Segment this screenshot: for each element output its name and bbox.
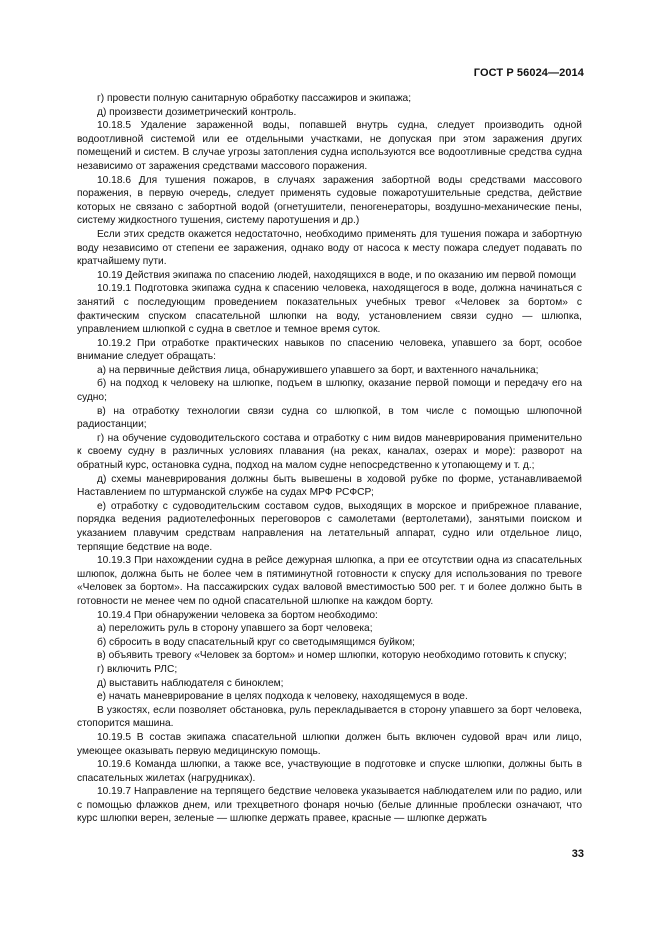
paragraph-10-19-1: 10.19.1 Подготовка экипажа судна к спасению человека, находящегося в воде, должна начинаться с занятий с последующим проведением показательных учебных тревог «Человек за бортом» с фактическим спуском спасательной шлюпки на воду, установлением связи судно — шлюпка, управлением шлюпкой с судна в светлое и темное время суток. <box>77 283 582 336</box>
action-item-e: е) начать маневрирование в целях подхода к человеку, находящемуся в воде. <box>97 691 468 703</box>
paragraph-10-19-6: 10.19.6 Команда шлюпки, а также все, участвующие в подготовке и спуске шлюпки, должны быть в спасательных жилетах (нагрудниках). <box>77 759 582 784</box>
paragraph-10-19-7: 10.19.7 Направление на терпящего бедствие человека указывается наблюдателем или по радио, или с помощью флажков днем, или трехцветного фонаря ночью (белые длинные проблески означают, что курс шлюпки верен, зеленые — шлюпке держать правее, красные — шлюпке держать <box>77 786 582 825</box>
paragraph-10-19-5: 10.19.5 В состав экипажа спасательной шлюпки должен быть включен судовой врач или лицо, умеющее оказывать первую медицинскую помощь. <box>77 731 582 757</box>
list-item-a: а) на первичные действия лица, обнаружившего упавшего за борт, и вахтенного начальника; <box>97 364 539 376</box>
list-item-b: б) на подход к человеку на шлюпке, подъем в шлюпку, оказание первой помощи и передачу его на судно; <box>77 378 582 404</box>
paragraph-10-18-6: 10.18.6 Для тушения пожаров, в случаях заражения забортной воды средствами массового поражения, в первую очередь, следует применять судовые пожаротушительные средства, действие которых не связано с забортной водой (огнетушители, пеногенераторы, воздушно-механические пены, систему жидкостного тушения, систему паротушения и др.) <box>77 174 582 227</box>
list-item-v: в) на отработку технологии связи судна со шлюпкой, в том числе с помощью шлюпочной радиостанции; <box>77 405 582 431</box>
action-item-b: б) сбросить в воду спасательный круг со светодымящимся буйком; <box>97 636 416 648</box>
paragraph-10-19-3: 10.19.3 При нахождении судна в рейсе дежурная шлюпка, а при ее отсутствии одна из спасательных шлюпок, должна быть не более чем в пятиминутной готовности к спуску для использования по тревоге «Человек за бортом». На пассажирских судах валовой вместимостью 500 рег. т и более должно быть в готовности не менее чем по одной спасательной шлюпке на каждом борту. <box>77 555 582 607</box>
paragraph-10-19-2: 10.19.2 При отработке практических навыков по спасению человека, упавшего за борт, особое внимание следует обращать: <box>77 337 582 363</box>
paragraph-10-19-4: 10.19.4 При обнаружении человека за бортом необходимо: <box>97 609 378 621</box>
section-heading-10-19: 10.19 Действия экипажа по спасению людей, находящихся в воде, и по оказанию им первой помощи <box>97 269 577 281</box>
document-body <box>77 92 582 826</box>
action-item-g: г) включить РЛС; <box>97 663 178 675</box>
paragraph-list-item-g: г) провести полную санитарную обработку пассажиров и экипажа; <box>97 93 412 104</box>
page-number: 33 <box>571 848 584 860</box>
list-item-e: е) отработку с судоводительским составом судов, выходящих в морское и прибрежное плавание, порядка ведения радиотелефонных переговоров с самолетами (вертолетами), занятыми поиском и указанием плавучим средствам направления на летательный аппарат, судно или отдельное лицо, терпящие бедствие на воде. <box>77 500 582 553</box>
paragraph-list-item-d: д) произвести дозиметрический контроль. <box>97 106 297 118</box>
list-item-g: г) на обучение судоводительского состава и отработку с ним видов маневрирования применительно к своему судну в различных условиях плавания (на реках, каналах, озерах и море): разворот на обратный курс, остановка судна, подход на малом судне непосредственно к утопающему и т. д.; <box>77 432 582 472</box>
list-item-d: д) схемы маневрирования должны быть вывешены в ходовой рубке по форме, устанавливаемой Наставлением по штурманской службе на судах МРФ РСФСР; <box>77 473 582 499</box>
paragraph-narrows: В узкостях, если позволяет обстановка, руль перекладывается в сторону упавшего за борт человека, стопорится машина. <box>77 704 582 730</box>
action-item-a: а) переложить руль в сторону упавшего за борт человека; <box>97 623 373 635</box>
document-header: ГОСТ Р 56024—2014 <box>473 67 584 79</box>
paragraph-fire-water: Если этих средств окажется недостаточно, необходимо применять для тушения пожара и забортную воду независимо от степени ее заражения, однако воду от насоса к месту пожара следует подавать по кратчайшему пути. <box>77 228 582 268</box>
action-item-v: в) объявить тревогу «Человек за бортом» и номер шлюпки, которую необходимо готовить к спуску; <box>97 650 567 662</box>
paragraph-10-18-5: 10.18.5 Удаление зараженной воды, попавшей внутрь судна, следует производить одной водоотливной системой или ее отдельными участками, не допуская при этом заражения других помещений и систем. В случае угрозы затопления судна используются все водоотливные средства судна независимо от заражения средствами массового поражения. <box>77 120 582 172</box>
action-item-d: д) выставить наблюдателя с биноклем; <box>97 677 284 689</box>
